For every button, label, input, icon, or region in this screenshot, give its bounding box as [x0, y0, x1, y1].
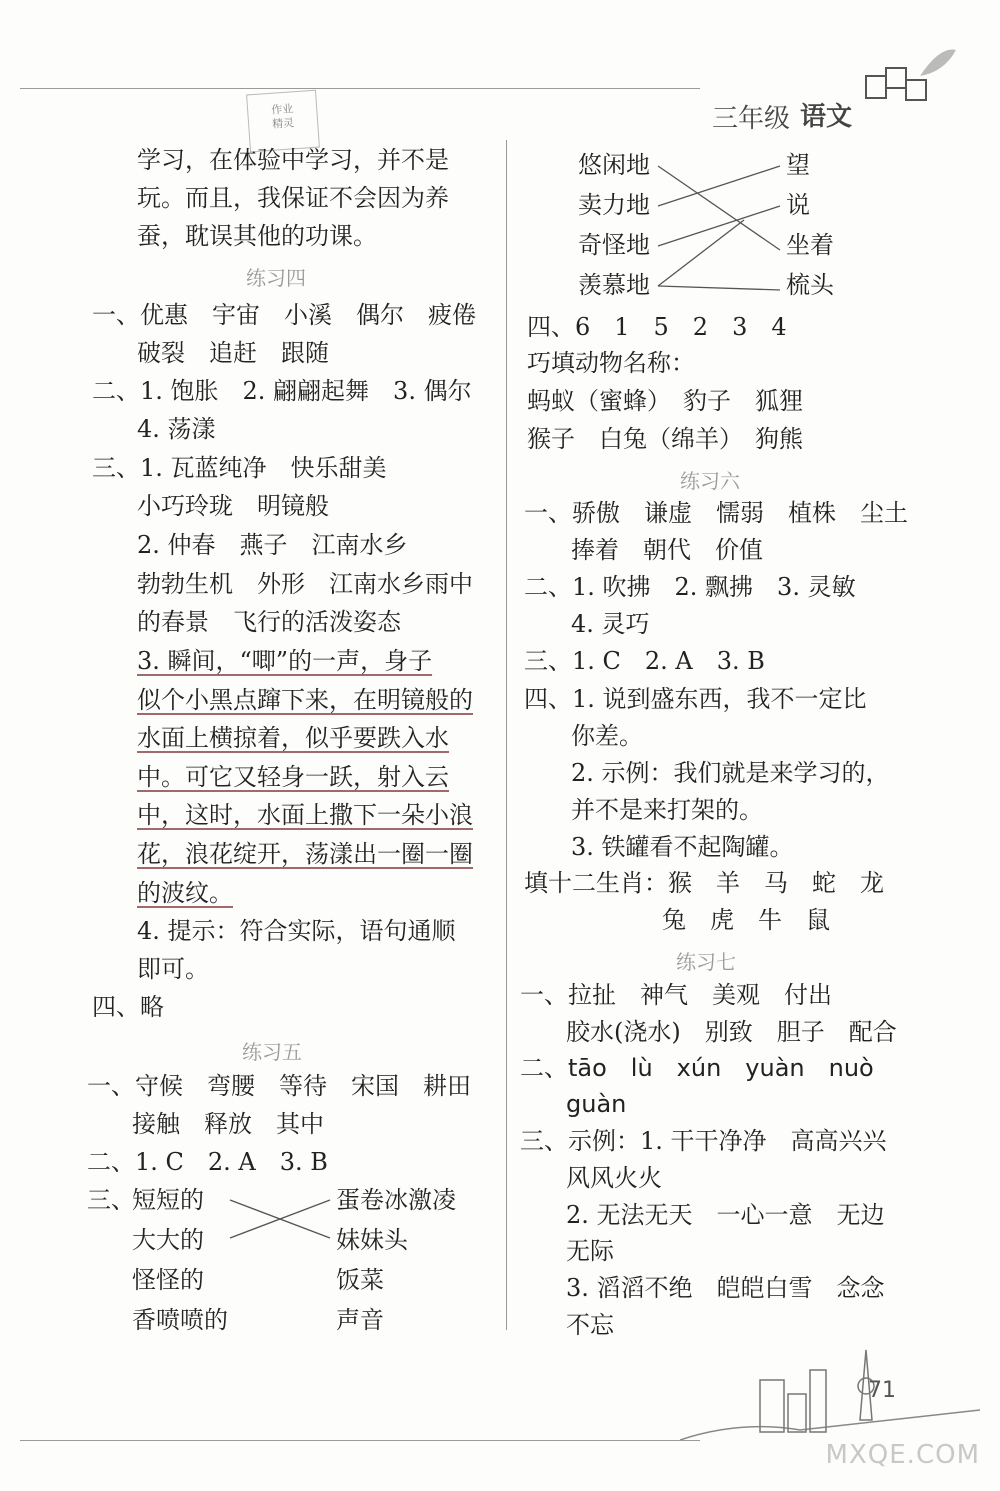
answer-line: 2. 示例：我们就是来学习的，: [571, 759, 890, 787]
answer-line: 胶水(浇水) 别致 胆子 配合: [566, 1018, 897, 1046]
answer-line: 二、1. 吹拂 2. 飘拂 3. 灵敏: [524, 573, 856, 601]
match-right-item: 梳头: [786, 271, 834, 299]
answer-line-underlined: 中，这时，水面上撒下一朵小浪: [137, 801, 473, 829]
answer-line: 2. 仲春 燕子 江南水乡: [137, 531, 408, 559]
answer-line: 的春景 飞行的活泼姿态: [137, 608, 401, 636]
section-title-ex6: 练习六: [680, 469, 740, 493]
answer-line: 3. 铁罐看不起陶罐。: [571, 833, 794, 861]
intro-line: 蚕，耽误其他的功课。: [137, 222, 377, 250]
column-divider: [506, 140, 507, 1330]
answer-line: 不忘: [566, 1311, 614, 1339]
answer-line: 4. 灵巧: [571, 610, 650, 638]
answer-line-underlined: 花，浪花绽开，荡漾出一圈一圈: [137, 840, 473, 868]
answer-line: 即可。: [137, 955, 209, 983]
answer-line-underlined: 似个小黑点蹿下来，在明镜般的: [137, 686, 473, 714]
answer-line: 3. 滔滔不绝 皑皑白雪 念念: [566, 1274, 885, 1302]
answer-line: 蚂蚁（蜜蜂） 豹子 狐狸: [527, 387, 803, 415]
match-left-item: 悠闲地: [578, 151, 650, 179]
answer-line: 兔 虎 牛 鼠: [662, 906, 830, 934]
answer-line-underlined: 3. 瞬间，“唧”的一声，身子: [137, 647, 433, 675]
answer-line: 四、6 1 5 2 3 4: [527, 313, 787, 341]
answer-line-underlined: 水面上横掠着，似乎要跌入水: [137, 724, 449, 752]
answer-line: 4. 提示：符合实际，语句通顺: [137, 917, 456, 945]
stamp-logo: [246, 90, 320, 153]
match-lines-right: [654, 160, 784, 300]
match-lines-left: [226, 1190, 336, 1250]
answer-line-underlined: 中。可它又轻身一跃，射入云: [137, 763, 449, 791]
section-title-ex7: 练习七: [676, 950, 736, 974]
answer-line: 一、守候 弯腰 等待 宋国 耕田: [87, 1072, 471, 1100]
header-subject: 语文: [800, 102, 853, 132]
answer-line: 四、1. 说到盛东西，我不一定比: [524, 685, 867, 713]
answer-line: 4. 荡漾: [137, 415, 216, 443]
match-right-item: 声音: [336, 1306, 384, 1334]
footer-rule: [20, 1440, 700, 1441]
city-skyline-illustration: [680, 1340, 980, 1450]
answer-line-underlined: 的波纹。: [137, 879, 233, 907]
match-left-item: 怪怪的: [132, 1266, 204, 1294]
pinyin-line: 二、tāo lù xún yuàn nuò: [520, 1054, 874, 1082]
answer-line: 三、1. C 2. A 3. B: [524, 647, 765, 675]
answer-line: 勃勃生机 外形 江南水乡雨中: [137, 570, 473, 598]
page-number: 71: [868, 1378, 896, 1403]
section-title-ex4: 练习四: [246, 266, 306, 290]
header-grade: 三年级: [712, 104, 791, 134]
answer-line: 一、拉扯 神气 美观 付出: [520, 981, 832, 1009]
match-right-item: 坐着: [786, 231, 834, 259]
pinyin-line: guàn: [566, 1090, 627, 1118]
match-right-item: 望: [786, 151, 810, 179]
match-left-item: 短短的: [132, 1186, 204, 1214]
match-right-item: 蛋卷冰激凌: [336, 1186, 456, 1214]
answer-line: 二、1. C 2. A 3. B: [87, 1148, 328, 1176]
header-rule: [20, 88, 700, 89]
answer-line: 四、略: [92, 993, 164, 1021]
section-title-ex5: 练习五: [242, 1040, 302, 1064]
stamp-text: 作业精灵: [270, 102, 295, 131]
header-logo-icon: [860, 42, 960, 108]
answer-line: 你差。: [571, 722, 643, 750]
match-right-item: 说: [786, 191, 810, 219]
answer-line: 无际: [566, 1237, 614, 1265]
answer-line: 破裂 追赶 跟随: [137, 339, 329, 367]
answer-line: 接触 释放 其中: [132, 1110, 324, 1138]
answer-line: 2. 无法无天 一心一意 无边: [566, 1201, 885, 1229]
answer-line: 猴子 白兔（绵羊） 狗熊: [527, 425, 803, 453]
answer-line: 填十二生肖：猴 羊 马 蛇 龙: [524, 869, 884, 897]
answer-line: 二、1. 饱胀 2. 翩翩起舞 3. 偶尔: [92, 377, 472, 405]
watermark: MXQE.COM: [825, 1440, 980, 1470]
intro-line: 学习，在体验中学习，并不是: [137, 146, 449, 174]
answer-line: 风风火火: [566, 1164, 662, 1192]
answer-line: 并不是来打架的。: [571, 796, 763, 824]
match-right-item: 饭菜: [336, 1266, 384, 1294]
answer-line: 捧着 朝代 价值: [571, 536, 763, 564]
answer-line: 小巧玲珑 明镜般: [137, 492, 329, 520]
answer-line: 三、: [87, 1186, 135, 1214]
answer-line: 三、1. 瓦蓝纯净 快乐甜美: [92, 454, 387, 482]
answer-line: 一、优惠 宇宙 小溪 偶尔 疲倦: [92, 301, 476, 329]
match-left-item: 大大的: [132, 1226, 204, 1254]
answer-line: 三、示例：1. 干干净净 高高兴兴: [520, 1127, 887, 1155]
match-left-item: 奇怪地: [578, 231, 650, 259]
intro-line: 玩。而且，我保证不会因为养: [137, 184, 449, 212]
answer-line: 一、骄傲 谦虚 懦弱 植株 尘土: [524, 499, 908, 527]
match-left-item: 香喷喷的: [132, 1306, 228, 1334]
match-right-item: 妹妹头: [336, 1226, 408, 1254]
match-left-item: 羡慕地: [578, 271, 650, 299]
answer-line: 巧填动物名称：: [527, 349, 695, 377]
match-left-item: 卖力地: [578, 191, 650, 219]
